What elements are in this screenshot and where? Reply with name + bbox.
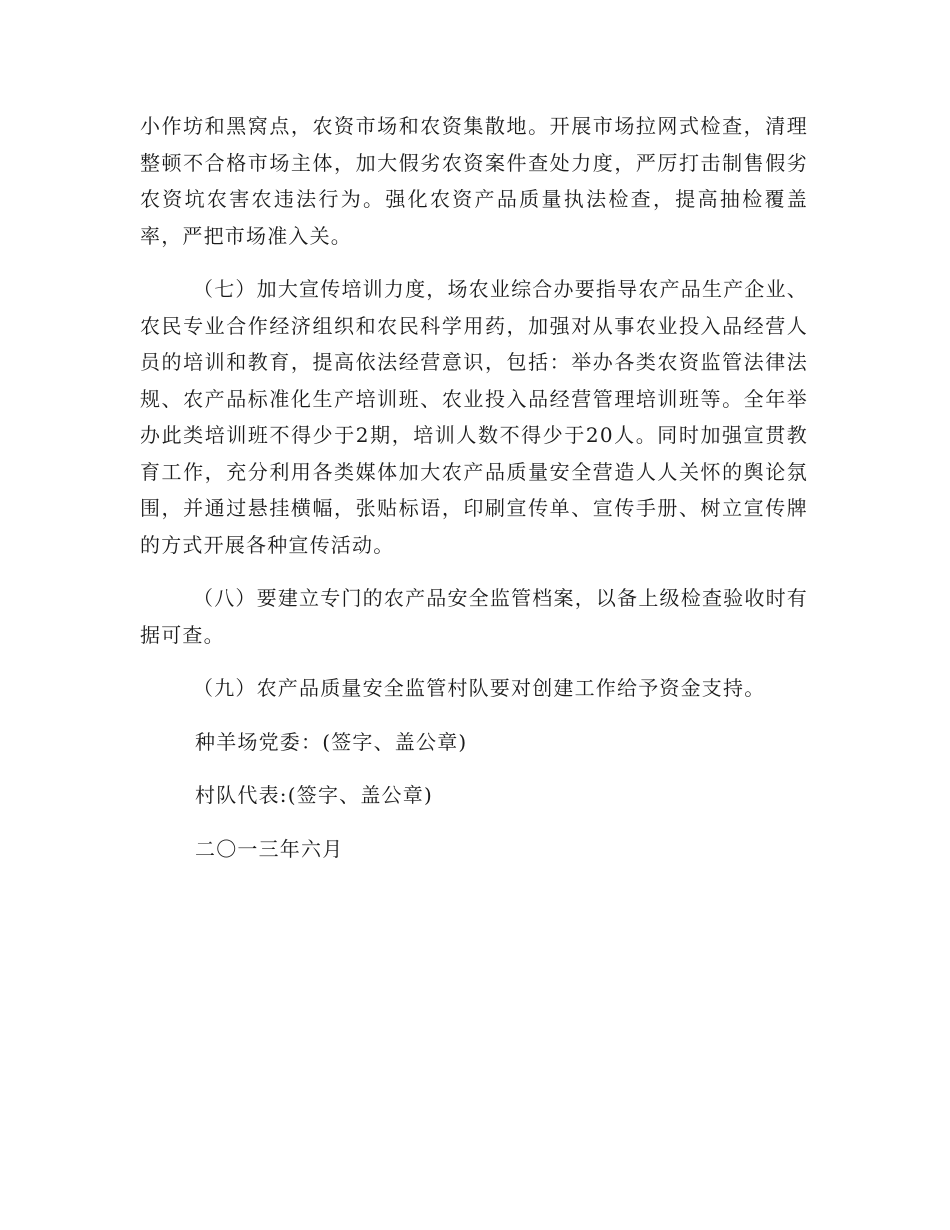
document-page — [140, 108, 808, 867]
paragraph-item-8: （八）要建立专门的农产品安全监管档案，以备上级检查验收时有据可查。 — [140, 586, 808, 647]
paragraph-item-9: （九）农产品质量安全监管村队要对创建工作给予资金支持。 — [193, 676, 766, 700]
paragraph-item-7: （七）加大宣传培训力度，场农业综合办要指导农产品生产企业、农民专业合作经济组织和农民科学用药，加强对从事农业投入品经营人员的培训和教育，提高依法经营意识，包括：举办各类农资监管法律法规、农产品标准化生产培训班、农业投入品经营管理培训班等。全年举办此类培训班不得少于2期，培训人数不得少于20人。同时加强宣贯教育工作，充分利用各类媒体加大农产品质量安全营造人人关怀的舆论氛围，并通过悬挂横幅，张贴标语，印刷宣传单、宣传手册、树立宣传牌的方式开展各种宣传活动。 — [140, 277, 808, 557]
document-date: 二〇一三年六月 — [195, 836, 344, 861]
signature-village-representative: 村队代表:(签字、盖公章) — [195, 783, 433, 807]
signature-party-committee: 种羊场党委：(签字、盖公章) — [195, 729, 468, 754]
paragraph-continuation: 小作坊和黑窝点，农资市场和农资集散地。开展市场拉网式检查，清理整顿不合格市场主体，加大假劣农资案件查处力度，严厉打击制售假劣农资坑农害农违法行为。强化农资产品质量执法检查，提高抽检覆盖率，严把市场准入关。 — [140, 114, 808, 248]
